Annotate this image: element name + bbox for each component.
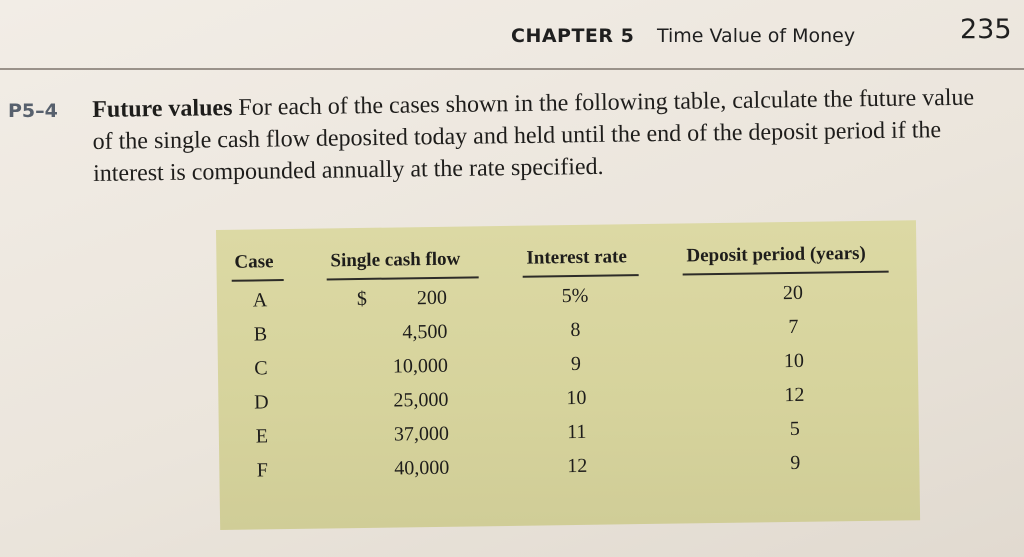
- row-f-rate: 12: [567, 454, 588, 478]
- row-f-case: F: [256, 459, 269, 482]
- row-b-rate: 8: [570, 318, 581, 342]
- header-case: Case: [234, 251, 274, 273]
- page-header: [0, 0, 1024, 70]
- header-rule-cash-flow: [327, 276, 479, 280]
- problem-lead: Future values: [92, 95, 233, 123]
- row-f-period: 9: [790, 451, 801, 475]
- row-a-period: 20: [782, 281, 804, 305]
- header-rule-rate: [523, 274, 639, 278]
- cases-table: [216, 220, 920, 530]
- problem-statement: [92, 81, 993, 190]
- row-d-cash-flow: 25,000: [393, 388, 449, 412]
- row-d-case: D: [254, 391, 269, 414]
- chapter-label: CHAPTER 5: [511, 25, 635, 47]
- row-b-period: 7: [788, 315, 799, 339]
- row-b-case: B: [253, 323, 268, 346]
- page-number: 235: [960, 14, 1012, 45]
- header-rule: [0, 68, 1024, 70]
- row-e-rate: 11: [567, 420, 587, 444]
- header-deposit-period: Deposit period (years): [686, 242, 866, 267]
- currency-symbol: $: [356, 287, 368, 311]
- row-a-cash-flow: 200: [416, 286, 448, 310]
- header-interest-rate: Interest rate: [526, 246, 627, 269]
- row-d-rate: 10: [566, 386, 587, 410]
- header-rule-case: [232, 279, 284, 282]
- row-e-period: 5: [789, 417, 800, 441]
- row-a-case: A: [252, 289, 268, 312]
- row-e-cash-flow: 37,000: [393, 422, 450, 446]
- row-e-case: E: [255, 425, 269, 448]
- row-c-case: C: [254, 357, 268, 380]
- problem-number: P5–4: [8, 100, 58, 122]
- row-b-cash-flow: 4,500: [402, 320, 448, 344]
- chapter-title: Time Value of Money: [657, 25, 856, 47]
- row-f-cash-flow: 40,000: [394, 456, 450, 480]
- problem-body: For each of the cases shown in the following table, calculate the future value of the single cash flow deposited today and held until the end of the deposit period if the interest is compounded annually at the rate specified.: [92, 84, 975, 187]
- header-rule-period: [683, 271, 889, 276]
- row-a-rate: 5%: [561, 284, 589, 308]
- row-d-period: 12: [784, 383, 805, 407]
- row-c-rate: 9: [570, 352, 582, 376]
- row-c-cash-flow: 10,000: [392, 354, 449, 378]
- header-single-cash-flow: Single cash flow: [330, 248, 461, 272]
- row-c-period: 10: [783, 349, 805, 373]
